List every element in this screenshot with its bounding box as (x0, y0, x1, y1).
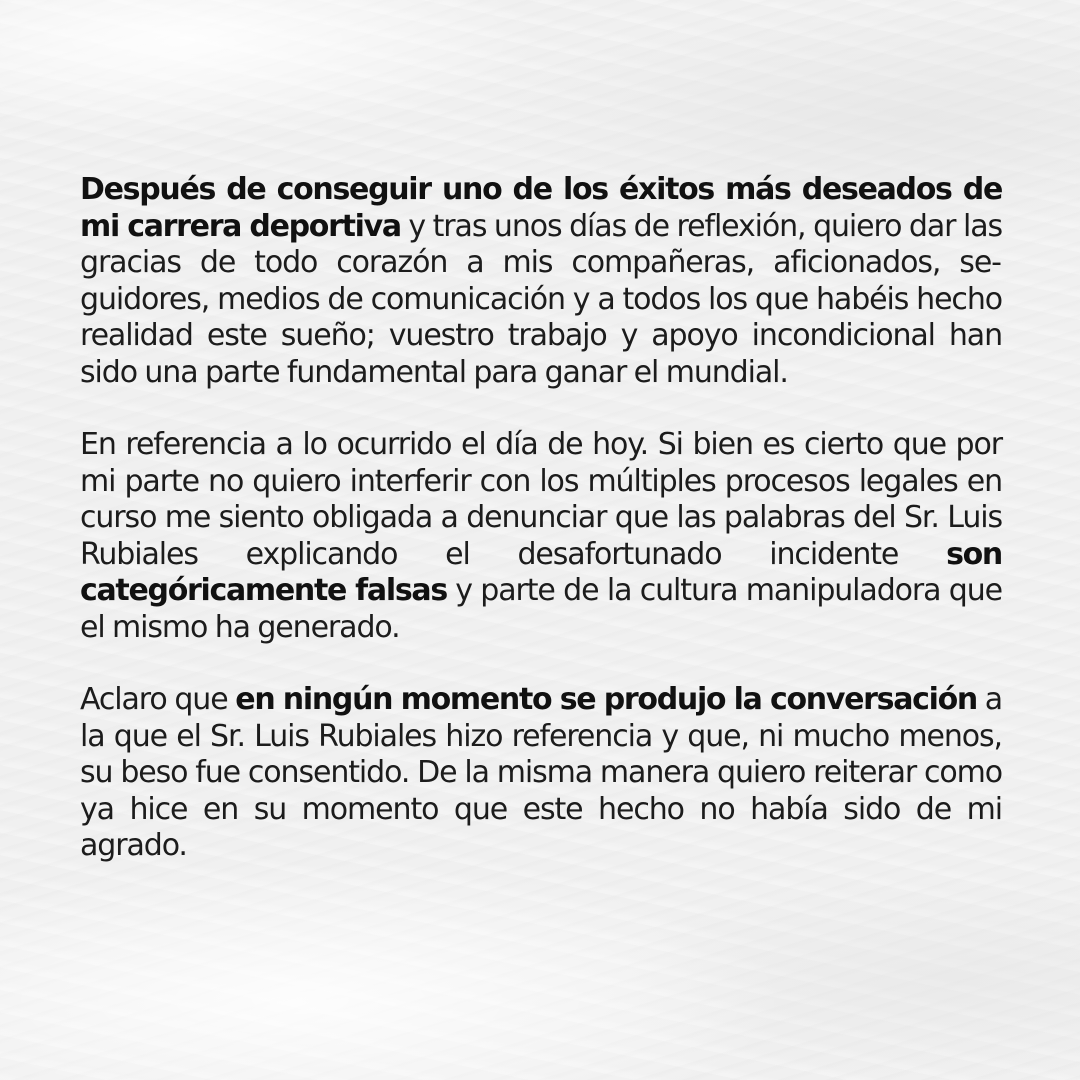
text-run: y parte de la cultura manipuladora que el mismo ha generado. (80, 573, 1002, 645)
bold-phrase: en ningún momento se produjo la conversación (235, 682, 977, 717)
statement-text (80, 172, 1002, 865)
text-run: y tras unos días de reflexión, quiero dar las gracias de todo corazón a mis compañeras, aficionados, seguidores, medios de comunicación y a todos los que habéis hecho realidad este sueño; vuestro trabajo y apoyo incondicional han sido una parte fundamental para ganar el mundial. (80, 208, 1003, 390)
bold-phrase: Después de conseguir uno de los éxitos más deseados de mi carrera deportiva (80, 172, 1002, 244)
paragraph-3 (80, 682, 1002, 865)
paragraph-2 (80, 427, 1002, 646)
text-run: a la que el Sr. Luis Rubiales hizo referencia y que, ni mucho menos, su beso fue consentido. De la misma manera quiero reiterar como ya hice en su momento que este hecho no había sido de mi agrado. (80, 682, 1002, 863)
bold-phrase: son categóricamente falsas (80, 536, 1002, 608)
text-run: En referencia a lo ocurrido el día de hoy. Si bien es cierto que por mi parte no quiero interferir con los múltiples procesos legales en curso me siento obligada a denunciar que las palabras del Sr. Luis Rubiales explicando el desafortunado incidente (80, 427, 1002, 572)
paragraph-1 (80, 172, 1002, 391)
text-run: Aclaro que (80, 682, 236, 717)
